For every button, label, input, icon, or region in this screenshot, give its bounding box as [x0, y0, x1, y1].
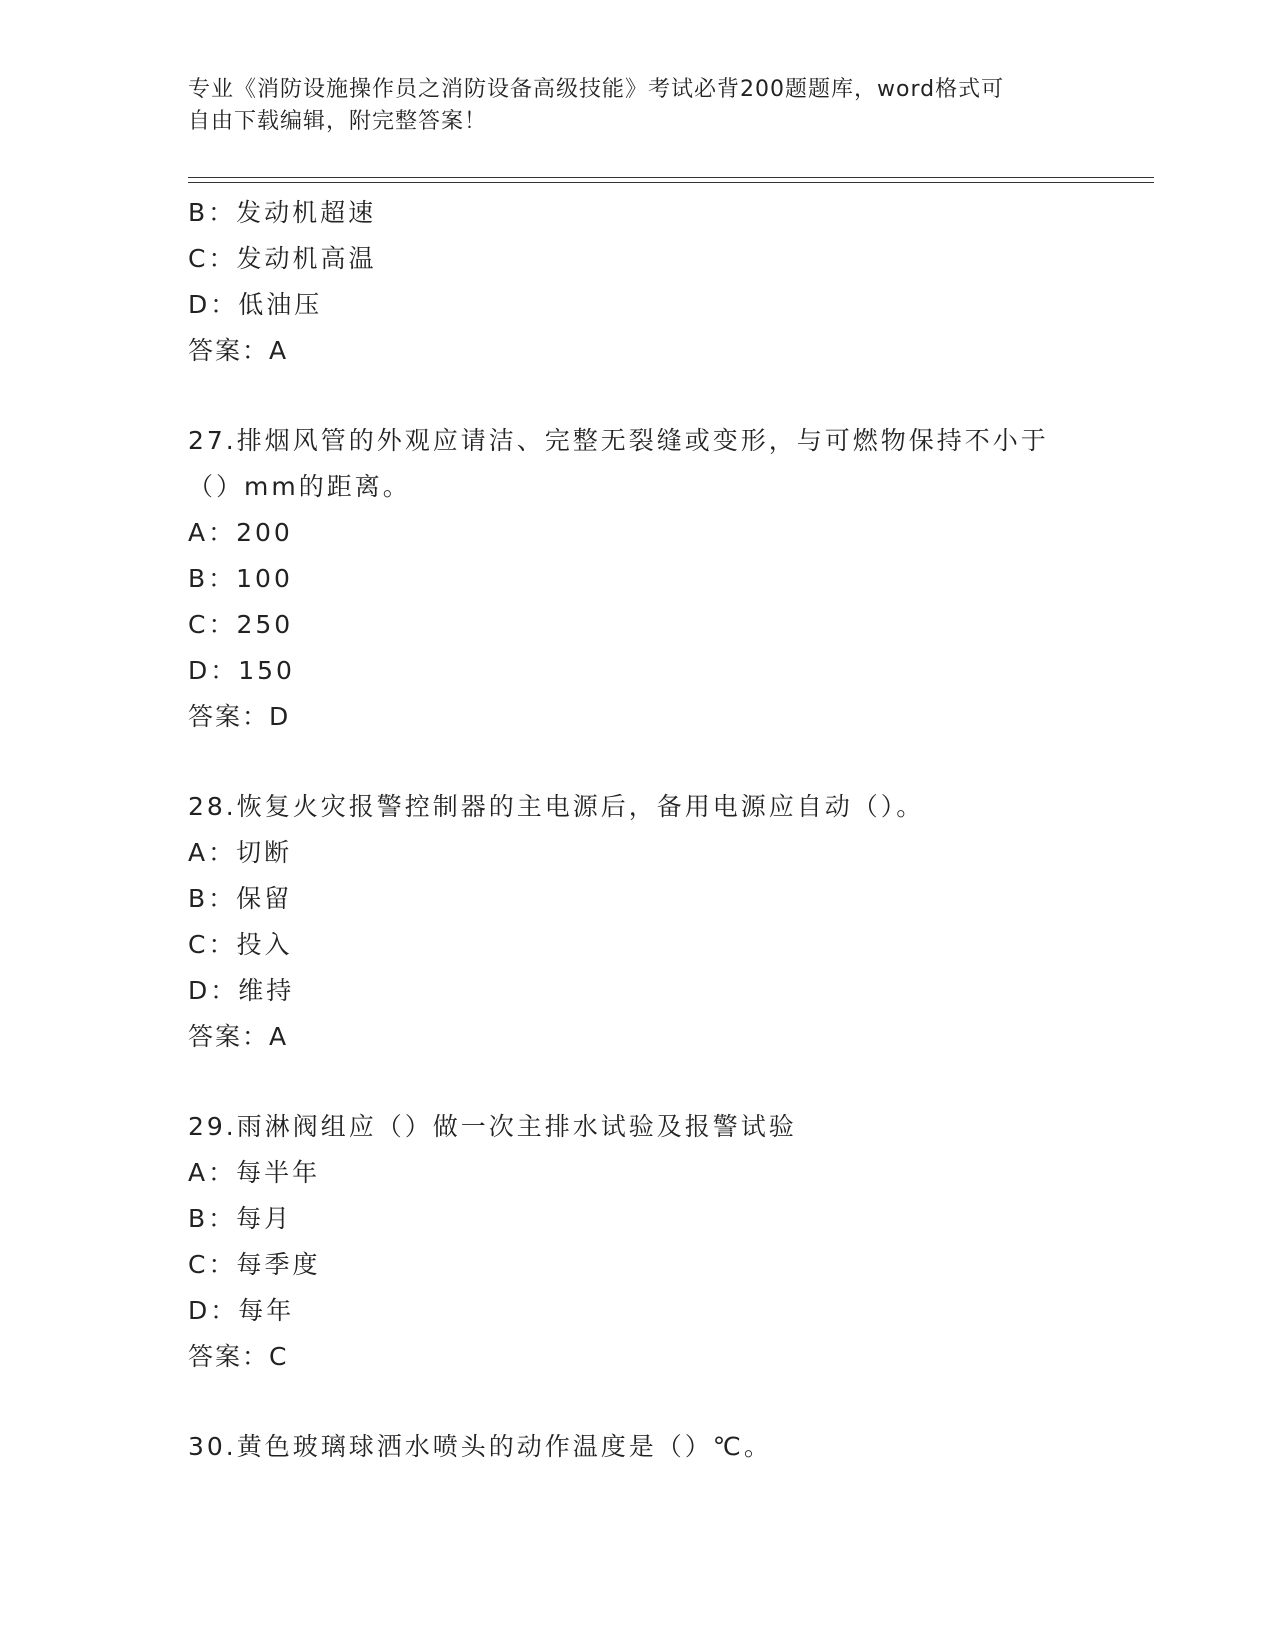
- option-a: A：切断: [188, 838, 293, 867]
- option-c: C：投入: [188, 930, 293, 959]
- header-divider-top: [188, 177, 1154, 178]
- option-b: B：每月: [188, 1204, 293, 1233]
- header-divider-bottom: [188, 182, 1154, 183]
- question-block: [188, 1104, 1088, 1380]
- question-text: [188, 1104, 1088, 1150]
- option-c: C：250: [188, 610, 294, 639]
- answer-line: 答案：A: [188, 336, 289, 365]
- header-line-1: 专业《消防设施操作员之消防设备高级技能》考试必背200题题库，word格式可: [188, 77, 1005, 102]
- option-d: D：150: [188, 656, 295, 685]
- header-line-2: 自由下载编辑，附完整答案！: [188, 109, 488, 134]
- option-b: B：保留: [188, 884, 293, 913]
- option-d: D：维持: [188, 976, 295, 1005]
- question-block: [188, 418, 1088, 740]
- answer-line: 答案：A: [188, 1022, 289, 1051]
- prev-question-block: [188, 190, 1088, 374]
- question-text-line: 29.雨淋阀组应（）做一次主排水试验及报警试验: [188, 1112, 797, 1141]
- question-text: [188, 418, 1088, 510]
- option-d: D：低油压: [188, 290, 323, 319]
- question-text-line: 28.恢复火灾报警控制器的主电源后，备用电源应自动（）。: [188, 792, 925, 821]
- question-text: [188, 784, 1088, 830]
- answer-line: 答案：D: [188, 702, 291, 731]
- option-b: B：100: [188, 564, 293, 593]
- option-a: A：每半年: [188, 1158, 321, 1187]
- question-text-line: 27.排烟风管的外观应请洁、完整无裂缝或变形，与可燃物保持不小于: [188, 426, 1049, 455]
- question-list: [188, 190, 1088, 1470]
- option-d: D：每年: [188, 1296, 295, 1325]
- question-text: [188, 1424, 1088, 1470]
- option-a: A：200: [188, 518, 293, 547]
- option-c: C：每季度: [188, 1250, 321, 1279]
- question-text-line: （）mm的距离。: [188, 472, 411, 501]
- question-block: [188, 784, 1088, 1060]
- answer-line: 答案：C: [188, 1342, 289, 1371]
- question-text-line: 30.黄色玻璃球洒水喷头的动作温度是（）℃。: [188, 1432, 772, 1461]
- option-c: C：发动机高温: [188, 244, 377, 273]
- option-b: B：发动机超速: [188, 198, 377, 227]
- question-block: [188, 1424, 1088, 1470]
- document-header: [188, 74, 1068, 138]
